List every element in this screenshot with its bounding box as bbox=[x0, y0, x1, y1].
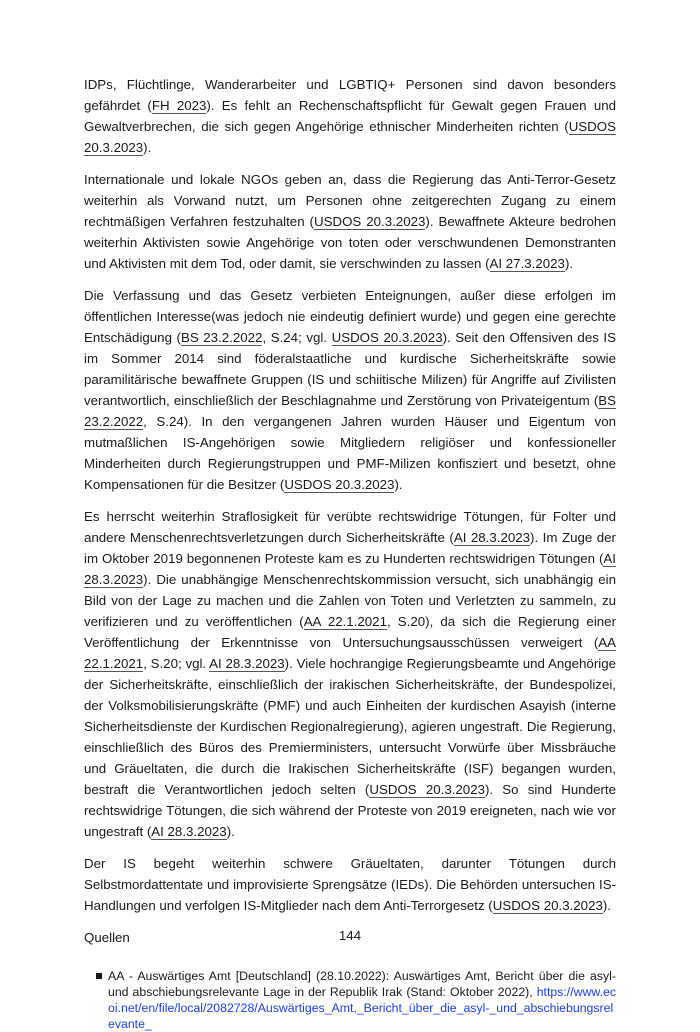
citation-link[interactable]: AA 22.1.2021 bbox=[84, 635, 616, 671]
sources-list bbox=[84, 968, 616, 1032]
citation-link[interactable]: AI 28.3.2023 bbox=[84, 551, 616, 587]
citation-link[interactable]: AA 22.1.2021 bbox=[303, 614, 387, 629]
citation-link[interactable]: USDOS 20.3.2023 bbox=[84, 119, 616, 155]
citation-link[interactable]: AI 28.3.2023 bbox=[453, 530, 531, 545]
citation-link[interactable]: USDOS 20.3.2023 bbox=[492, 898, 603, 913]
source-link[interactable]: https://www.ecoi.net/en/file/local/2082728/Auswärtiges_Amt,_Bericht_über_die_asyl-_und_abschiebungsrelevante_ bbox=[108, 985, 616, 1031]
citation-link[interactable]: USDOS 20.3.2023 bbox=[284, 477, 395, 492]
source-item bbox=[96, 968, 616, 1032]
bullet-square-icon bbox=[96, 973, 102, 979]
sources-heading: Quellen bbox=[84, 930, 130, 945]
source-text: AA - Auswärtiges Amt [Deutschland] (28.10.2022): Auswärtiges Amt, Bericht über die asyl- und abschiebungsrelevante Lage in der Republik Irak (Stand: Oktober 2022), bbox=[108, 969, 616, 999]
citation-link[interactable]: BS 23.2.2022 bbox=[180, 330, 263, 345]
citation-link[interactable]: AI 28.3.2023 bbox=[209, 656, 285, 671]
citation-link[interactable]: USDOS 20.3.2023 bbox=[314, 214, 426, 229]
citation-link[interactable]: FH 2023 bbox=[151, 98, 207, 113]
citation-link[interactable]: USDOS 20.3.2023 bbox=[369, 782, 485, 797]
paragraph: Der IS begeht weiterhin schwere Gräueltaten, darunter Tötungen durch Selbstmordattentate und improvisierte Sprengsätze (IEDs). Die Behörden untersuchen IS-Handlungen und verfolgen IS-Mitglieder nach dem Anti-Terrorgesetz (USDOS 20.3.2023). bbox=[84, 856, 616, 913]
citation-link[interactable]: AI 28.3.2023 bbox=[151, 824, 227, 839]
paragraph: Internationale und lokale NGOs geben an, dass die Regierung das Anti-Terror-Gesetz weiterhin als Vorwand nutzt, um Personen ohne zeitgerechten Zugang zu einem rechtmäßigen Verfahren festzuhalten (USDOS 20.3.2023). Bewaffnete Akteure bedrohen weiterhin Aktivisten sowie Angehörige von toten oder verschwundenen Demonstranten und Aktivisten mit dem Tod, oder damit, sie verschwinden zu lassen (AI 27.3.2023). bbox=[84, 172, 617, 271]
citation-link[interactable]: AI 27.3.2023 bbox=[489, 256, 565, 271]
paragraph: Die Verfassung und das Gesetz verbieten Enteignungen, außer diese erfolgen im öffentlichen Interesse(was jedoch nie eindeutig definiert wurde) und gegen eine gerechte Entschädigung (BS 23.2.2022, S.24; vgl. USDOS 20.3.2023). Seit den Offensiven des IS im Sommer 2014 sind föderalstaatliche und kurdische Sicherheitskräfte sowie paramilitärische bewaffnete Gruppen (IS und schiitische Milizen) für Angriffe auf Zivilisten verantwortlich, einschließlich der Beschlagnahme und Zerstörung von Privateigentum (BS 23.2.2022, S.24). In den vergangenen Jahren wurden Häuser und Eigentum von mutmaßlichen IS-Angehörigen sowie Mitgliedern religiöser und konfessioneller Minderheiten durch Regierungstruppen und PMF-Milizen konfisziert und besetzt, ohne Kompensationen für die Besitzer (USDOS 20.3.2023). bbox=[84, 288, 616, 492]
paragraph: Es herrscht weiterhin Straflosigkeit für verübte rechtswidrige Tötungen, für Folter und andere Menschenrechtsverletzungen durch Sicherheitskräfte (AI 28.3.2023). Im Zuge der im Oktober 2019 begonnenen Proteste kam es zu Hunderten rechtswidrigen Tötungen (AI 28.3.2023). Die unabhängige Menschenrechtskommission versucht, sich unabhängig ein Bild von der Lage zu machen und die Zahlen von Toten und Verletzten zu sammeln, zu verifizieren und zu veröffentlichen (AA 22.1.2021, S.20), da sich die Regierung einer Veröffentlichung der Erkenntnisse von Untersuchungsausschüssen verweigert (AA 22.1.2021, S.20; vgl. AI 28.3.2023). Viele hochrangige Regierungsbeamte und Angehörige der Sicherheitskräfte, einschließlich der irakischen Sicherheitskräfte, der Bundespolizei, der Volksmobilisierungskräfte (PMF) und auch Einheiten der kurdischen Asayish (interne Sicherheitsdienste der Kurdischen Regionalregierung), agieren ungestraft. Die Regierung, einschließlich des Büros des Premierministers, untersucht Vorwürfe über Missbräuche und Gräueltaten, die durch die Irakischen Sicherheitskräfte (ISF) begangen wurden, bestraft die Verantwortlichen jedoch selten (USDOS 20.3.2023). So sind Hunderte rechtswidrige Tötungen, die sich während der Proteste von 2019 ereigneten, nach wie vor ungestraft (AI 28.3.2023). bbox=[84, 509, 617, 839]
body-text bbox=[84, 74, 616, 916]
document-page bbox=[84, 74, 616, 1032]
paragraph: IDPs, Flüchtlinge, Wanderarbeiter und LGBTIQ+ Personen sind davon besonders gefährdet (FH 2023). Es fehlt an Rechenschaftspflicht für Gewalt gegen Frauen und Gewaltverbrechen, die sich gegen Angehörige ethnischer Minderheiten richten (USDOS 20.3.2023). bbox=[84, 77, 616, 155]
page-number: 144 bbox=[338, 928, 362, 943]
citation-link[interactable]: USDOS 20.3.2023 bbox=[331, 330, 443, 345]
citation-link[interactable]: BS 23.2.2022 bbox=[84, 393, 616, 429]
